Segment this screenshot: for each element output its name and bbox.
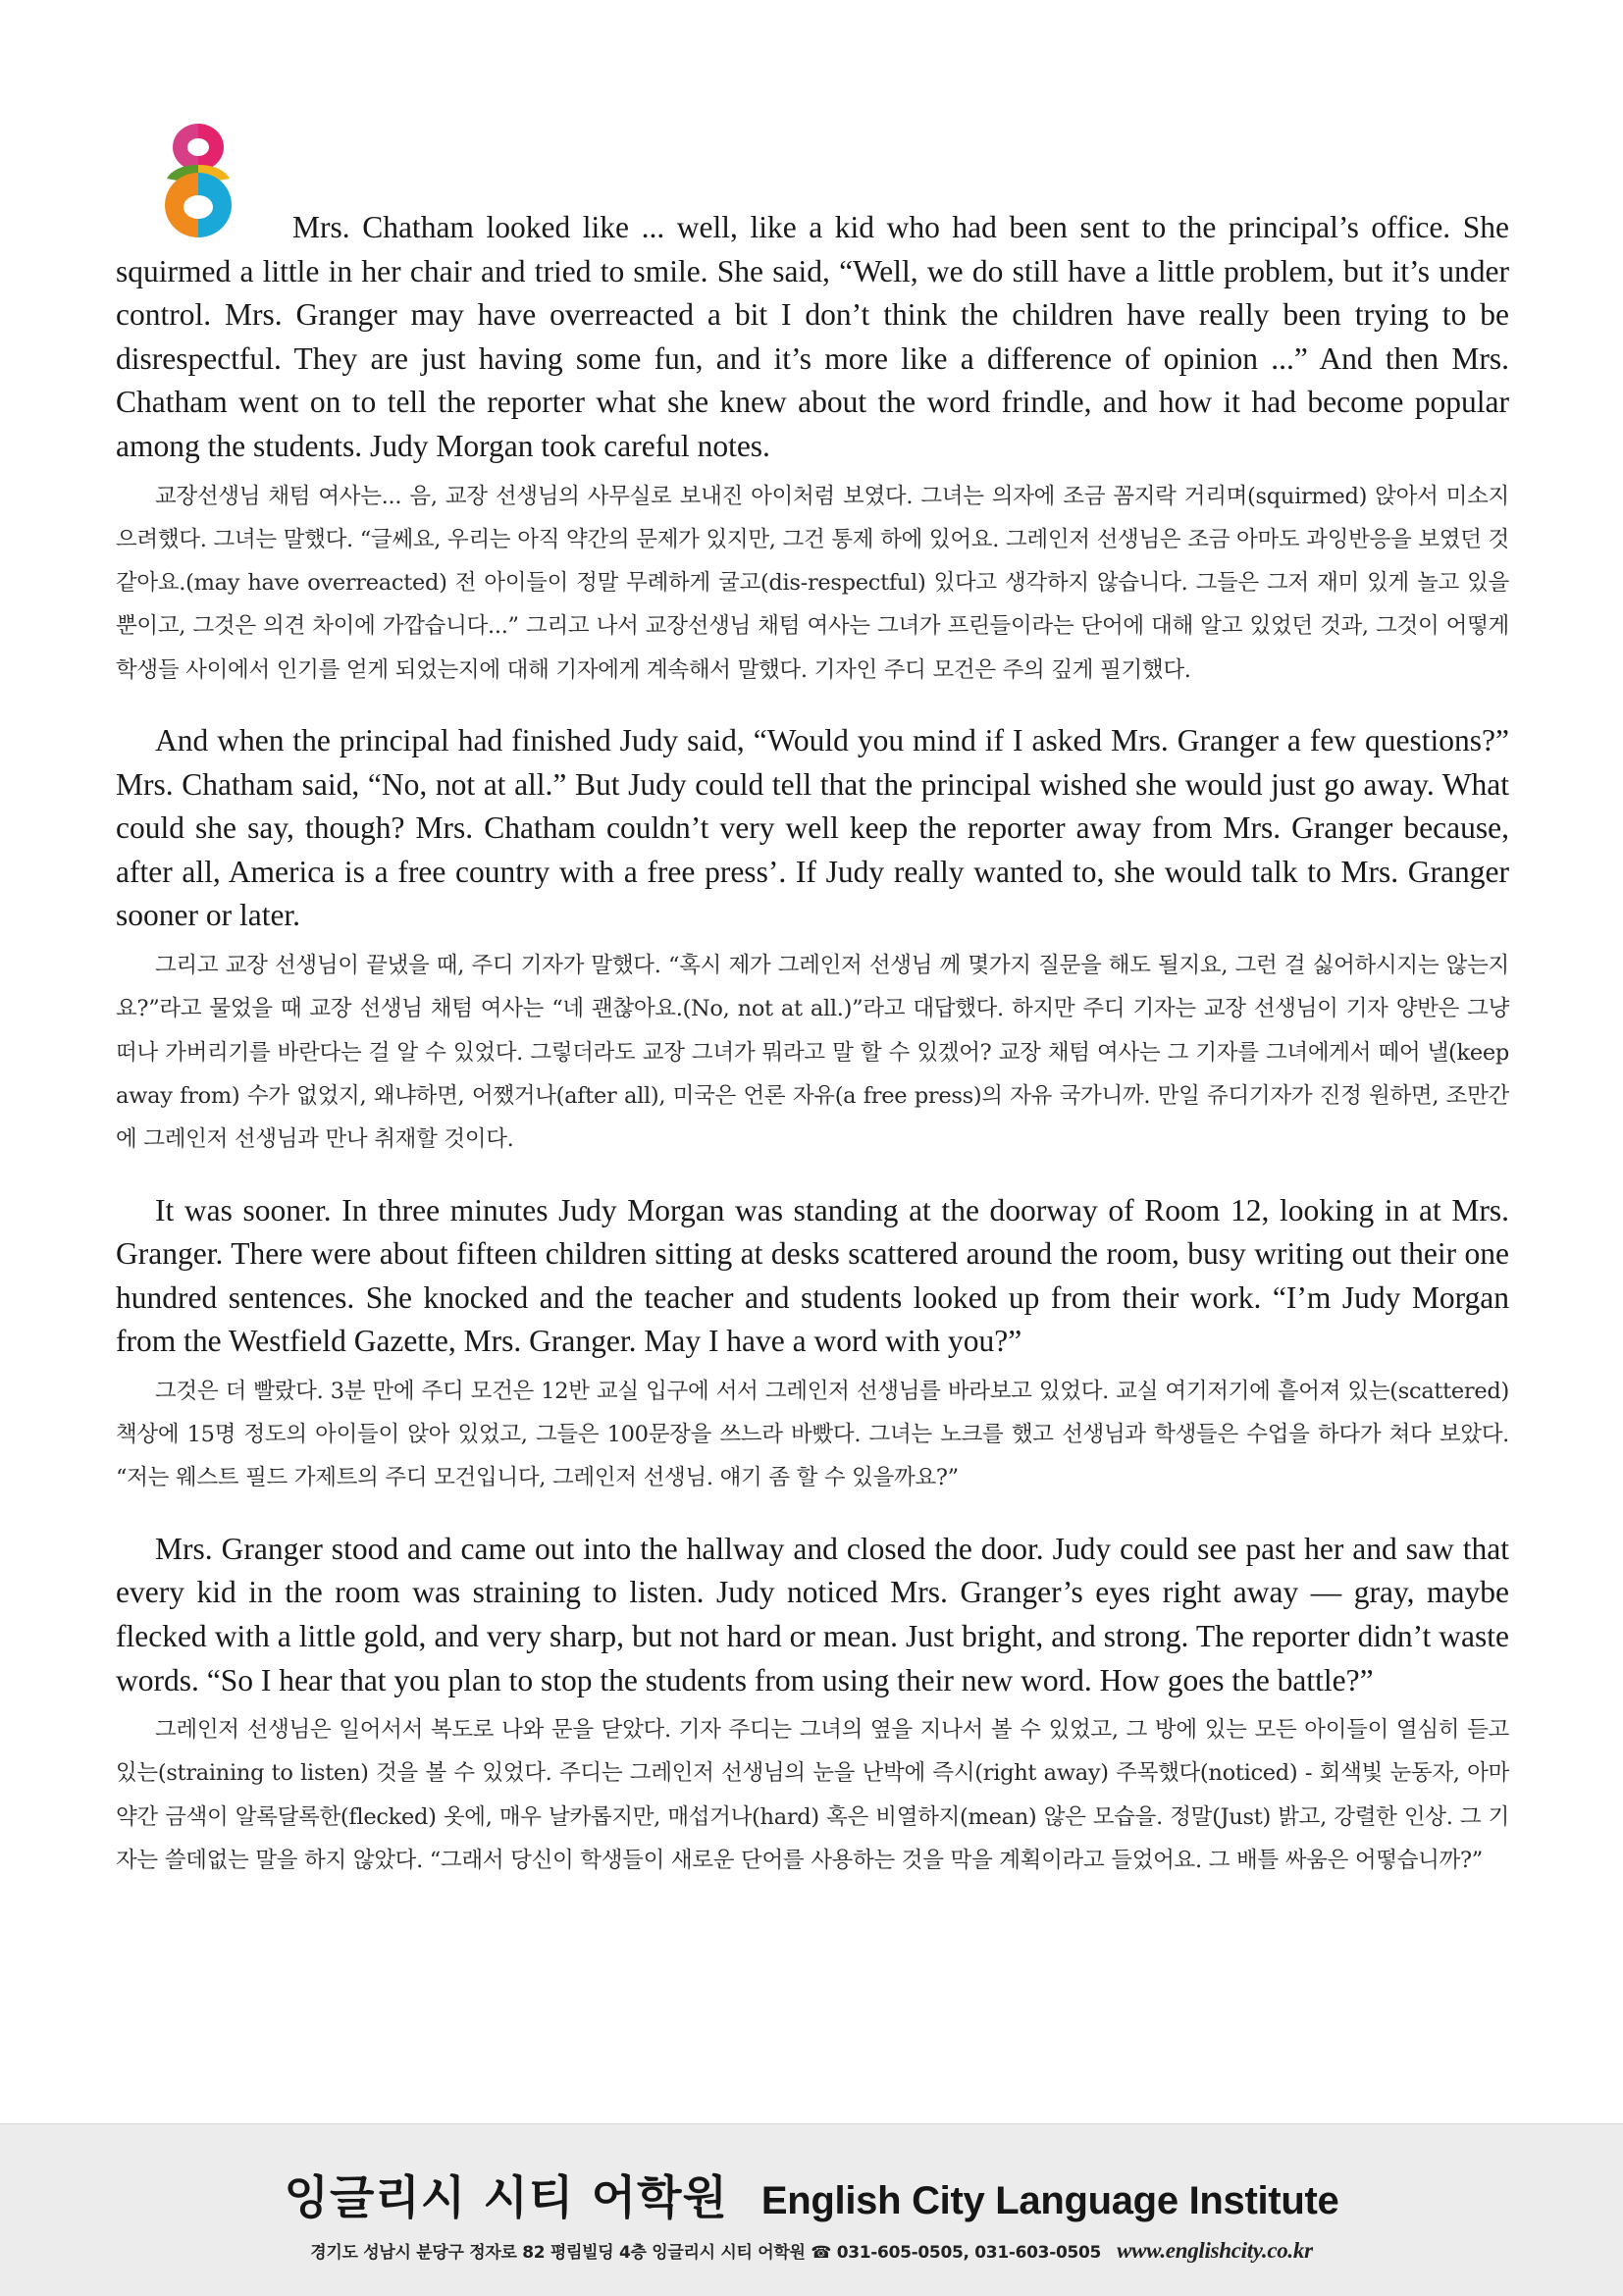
korean-translation: 그레인저 선생님은 일어서서 복도로 나와 문을 닫았다. 기자 주디는 그녀의 옆을 지나서 볼 수 있었고, 그 방에 있는 모든 아이들이 열심히 듣고 있는(straining to listen) 것을 볼 수 있었다. 주디는 그레인저 선생님의 눈을 난박에 즉시(right away) 주목했다(noticed) - 회색빛 눈동자, 아마 약간 금색이 알록달록한(flecked) 옷에, 매우 날카롭지만, 매섭거나(hard) 혹은 비열하지(mean) 않은 모습을. 정말(Just) 밝고, 강렬한 인상. 그 기자는 쓸데없는 말을 하지 않았다. “그래서 당신이 학생들이 새로운 단어를 사용하는 것을 막을 계획이라고 들었어요. 그 배틀 싸움은 어떻습니까?” bbox=[116, 1717, 1509, 1874]
institute-address: 경기도 성남시 분당구 정자로 82 평림빌딩 4층 잉글리시 시티 어학원 ☎ 031-605-0505, 031-603-0505 bbox=[310, 2243, 1102, 2263]
institute-name-english: English City Language Institute bbox=[760, 2179, 1339, 2222]
english-paragraph: And when the principal had finished Judy said, “Would you mind if I asked Mrs. Granger a few questions?” Mrs. Chatham said, “No, not at all.” But Judy could tell that the principal wished she would just go away. What could she say, though? Mrs. Chatham couldn’t very well keep the reporter away from Mrs. Granger because, after all, America is a free country with a free press’. If Judy really wanted to, she would talk to Mrs. Granger sooner or later. bbox=[116, 723, 1509, 933]
page-number-text: 8 bbox=[198, 184, 199, 185]
paragraph-block-1 bbox=[116, 206, 1509, 692]
korean-translation: 그리고 교장 선생님이 끝냈을 때, 주디 기자가 말했다. “혹시 제가 그레인저 선생님 께 몇가지 질문을 해도 될지요, 그런 걸 싫어하시지는 않는지요?”라고 물었을 때 교장 선생님 채텀 여사는 “네 괜찮아요.(No, not at all.)”라고 대답했다. 하지만 주디 기자는 교장 선생님이 기자 양반은 그냥 떠나 가버리기를 바란다는 걸 알 수 있었다. 그렇더라도 교장 그녀가 뭐라고 말 할 수 있겠어? 교장 채텀 여사는 그 기자를 그녀에게서 떼어 낼(keep away from) 수가 없었지, 왜냐하면, 어쨌거나(after all), 미국은 언론 자유(a free press)의 자유 국가니까. 만일 쥬디기자가 진정 원하면, 조만간에 그레인저 선생님과 만나 취재할 것이다. bbox=[116, 953, 1509, 1153]
english-paragraph: Mrs. Granger stood and came out into the hallway and closed the door. Judy could see past her and saw that every kid in the room was straining to listen. Judy noticed Mrs. Granger’s eyes right away — gray, maybe flecked with a little gold, and very sharp, but not hard or mean. Just bright, and strong. The reporter didn’t waste words. “So I hear that you plan to stop the students from using their new word. How goes the battle?” bbox=[116, 1531, 1509, 1697]
website-link[interactable]: www.englishcity.co.kr bbox=[1117, 2238, 1313, 2263]
english-paragraph: It was sooner. In three minutes Judy Morgan was standing at the doorway of Room 12, looking in at Mrs. Granger. There were about fifteen children sitting at desks scattered around the room, busy writing out their one hundred sentences. She knocked and the teacher and students looked up from their work. “I’m Judy Morgan from the Westfield Gazette, Mrs. Granger. May I have a word with you?” bbox=[116, 1192, 1509, 1359]
paragraph-block-3 bbox=[116, 1189, 1509, 1500]
institute-address-line bbox=[0, 2238, 1623, 2264]
institute-title bbox=[0, 2162, 1623, 2227]
english-paragraph: Mrs. Chatham looked like ... well, like a kid who had been sent to the principal’s office. She squirmed a little in her chair and tried to smile. She said, “Well, we do still have a little problem, but it’s under control. Mrs. Granger may have overreacted a bit I don’t think the children have really been trying to be disrespectful. They are just having some fun, and it’s more like a difference of opinion ...” And then Mrs. Chatham went on to tell the reporter what she knew about the word frindle, and how it had become popular among the students. Judy Morgan took careful notes. bbox=[116, 210, 1509, 463]
paragraph-block-4 bbox=[116, 1528, 1509, 1883]
paragraph-block-2 bbox=[116, 719, 1509, 1161]
korean-translation: 교장선생님 채텀 여사는... 음, 교장 선생님의 사무실로 보내진 아이처럼 보였다. 그녀는 의자에 조금 꼼지락 거리며(squirmed) 앉아서 미소지으려했다. 그녀는 말했다. “글쎄요, 우리는 아직 약간의 문제가 있지만, 그건 통제 하에 있어요. 그레인저 선생님은 조금 아마도 과잉반응을 보였던 것 같아요.(may have overreacted) 전 아이들이 정말 무례하게 굴고(dis-respectful) 있다고 생각하지 않습니다. 그들은 그저 재미 있게 놀고 있을 뿐이고, 그것은 의견 차이에 가깝습니다...” 그리고 나서 교장선생님 채텀 여사는 그녀가 프린들이라는 단어에 대해 알고 있었던 것과, 그것이 어떻게 학생들 사이에서 인기를 얻게 되었는지에 대해 기자에게 계속해서 말했다. 기자인 주디 모건은 주의 깊게 필기했다. bbox=[116, 483, 1509, 683]
main-content bbox=[116, 206, 1509, 1909]
korean-translation: 그것은 더 빨랐다. 3분 만에 주디 모건은 12반 교실 입구에 서서 그레인저 선생님를 바라보고 있었다. 교실 여기저기에 흩어져 있는(scattered) 책상에 15명 정도의 아이들이 앉아 있었고, 그들은 100문장을 쓰느라 바빴다. 그녀는 노크를 했고 선생님과 학생들은 수업을 하다가 쳐다 보았다. “저는 웨스트 필드 가제트의 주디 모건입니다, 그레인저 선생님. 얘기 좀 할 수 있을까요?” bbox=[116, 1378, 1509, 1491]
institute-name-korean: 잉글리시 시티 어학원 bbox=[284, 2171, 728, 2225]
footer-banner bbox=[0, 2123, 1623, 2296]
logo-top-hole bbox=[187, 138, 209, 156]
